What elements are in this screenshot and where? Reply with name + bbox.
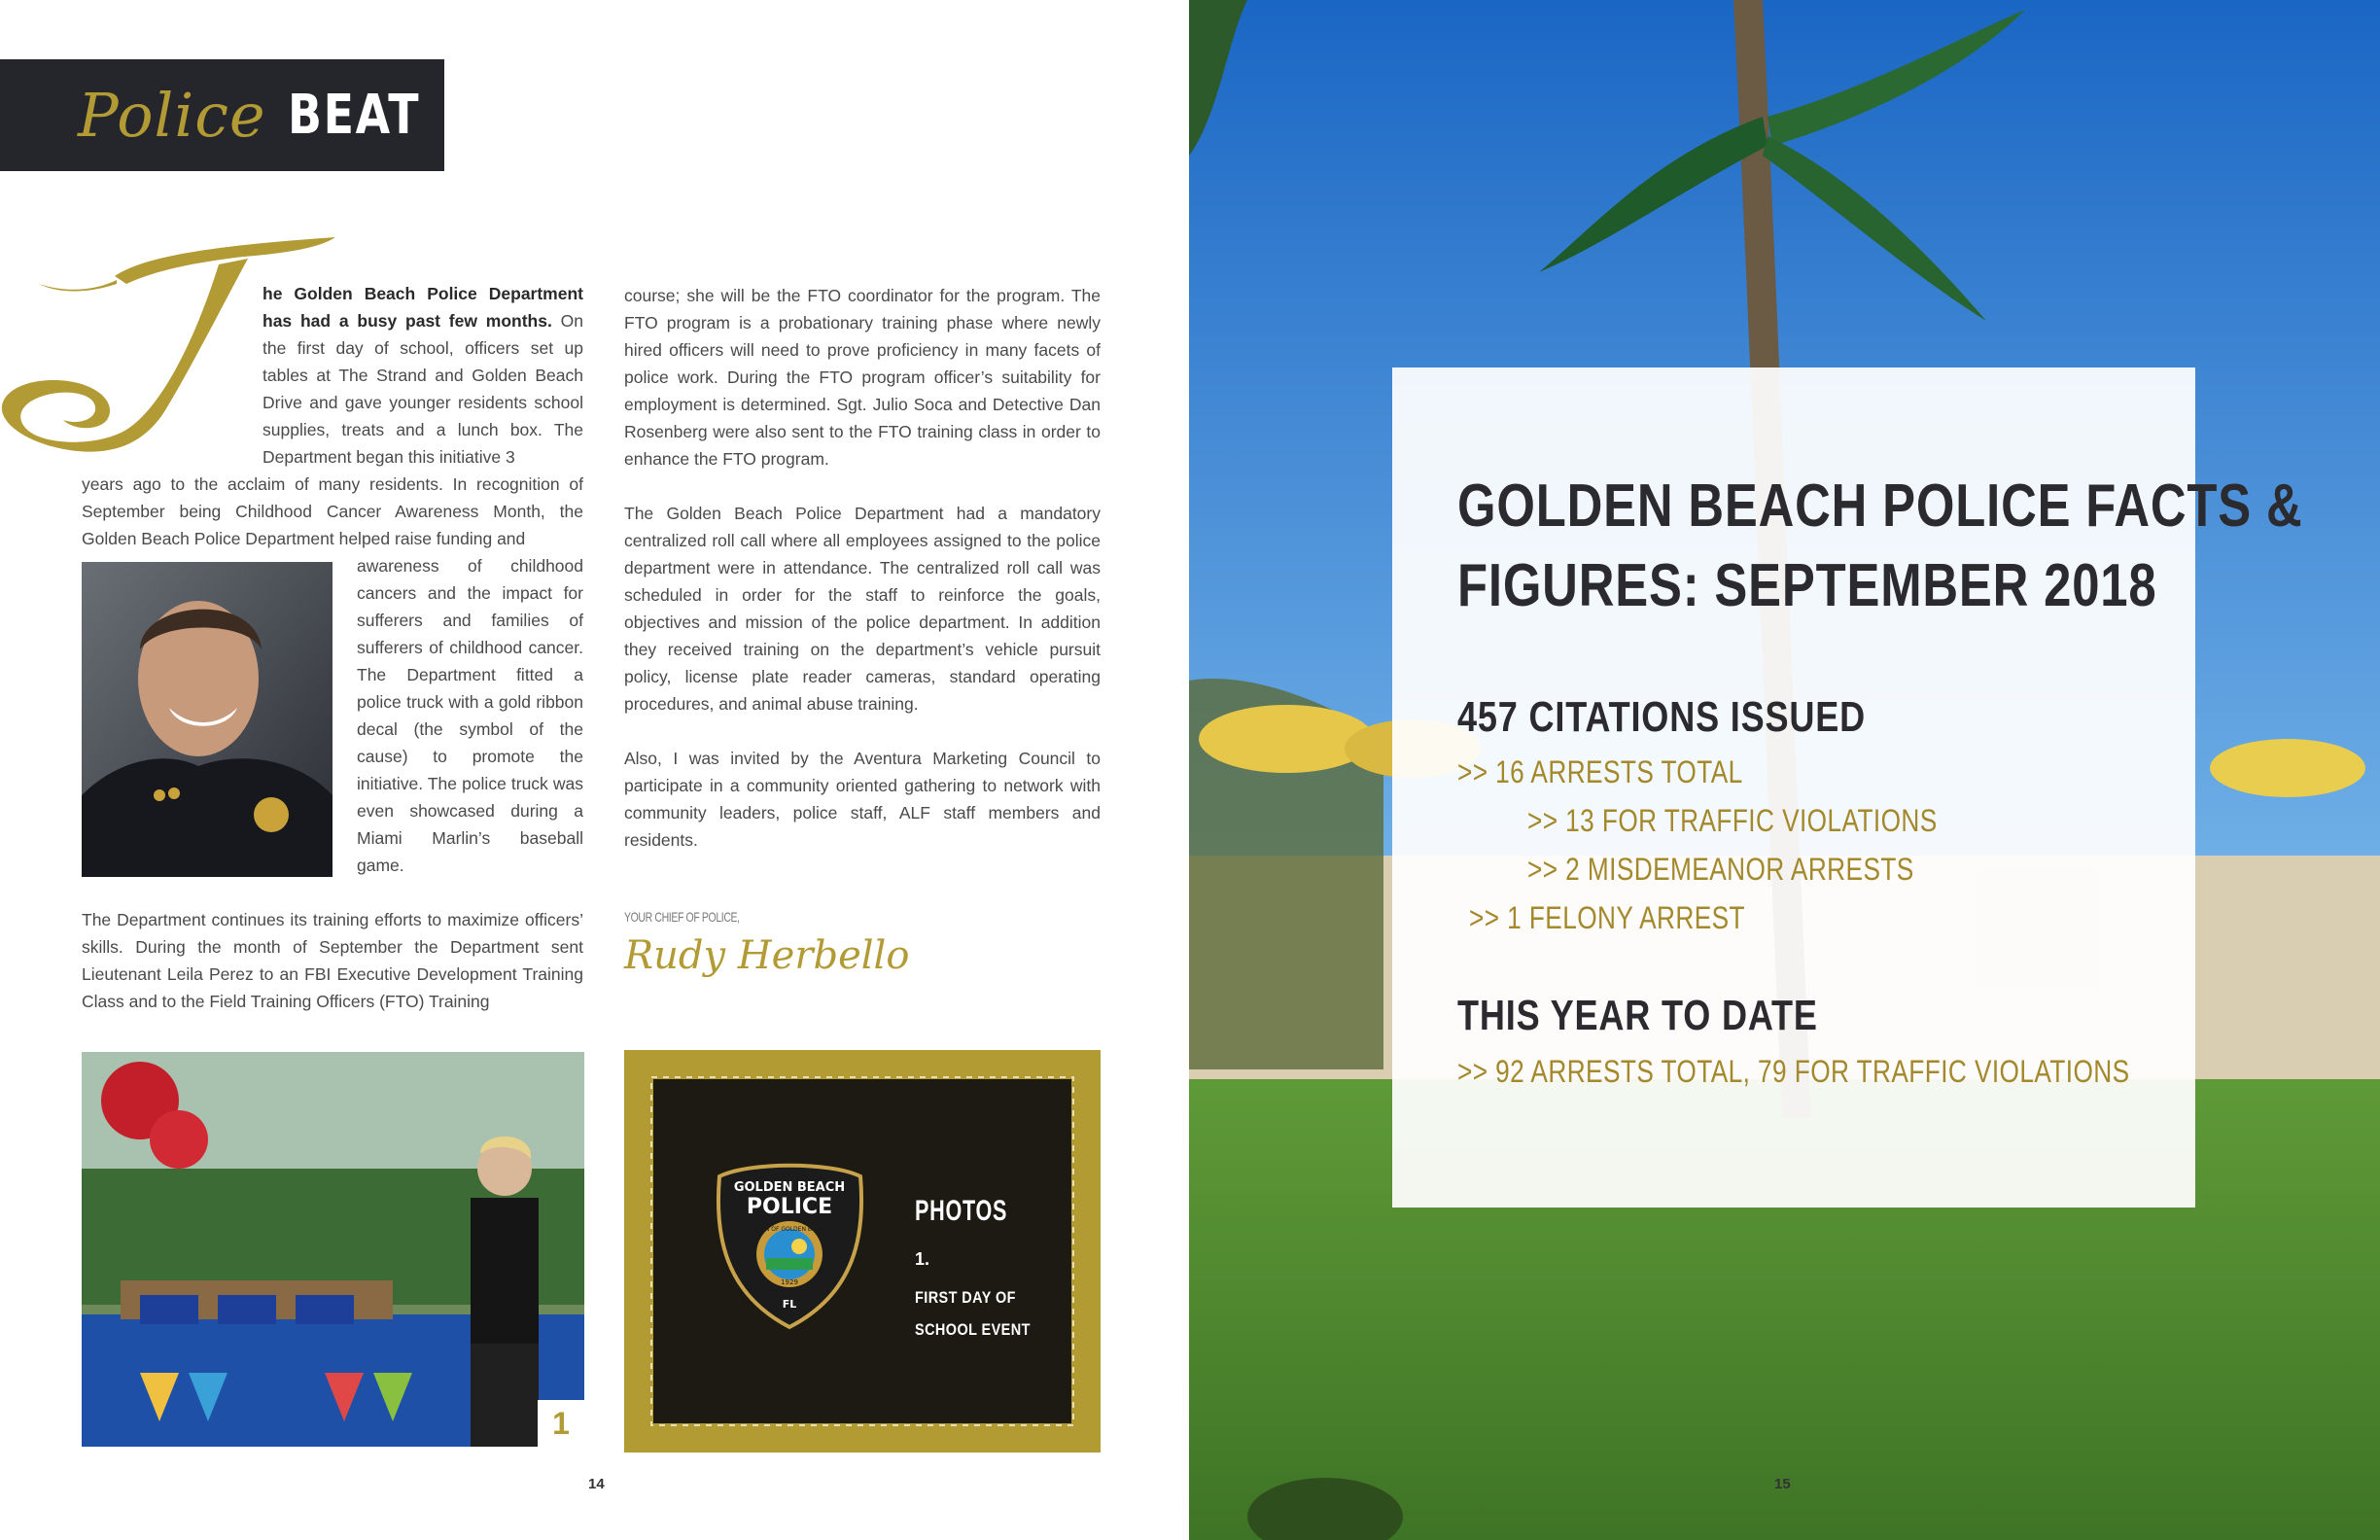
- page-number-left: 14: [588, 1476, 605, 1492]
- header-script-word: Police: [78, 80, 266, 151]
- svg-text:1929: 1929: [781, 1278, 798, 1286]
- photos-panel: [653, 1079, 1071, 1423]
- svg-text:FL: FL: [782, 1298, 797, 1311]
- facts-title-line: FIGURES: SEPTEMBER 2018: [1457, 552, 2157, 619]
- traffic-violations: >> 13 FOR TRAFFIC VIOLATIONS: [1527, 803, 1938, 838]
- intro-bold-text: he Golden Beach Police Department has had a busy past few months.: [262, 284, 583, 331]
- paragraph-text: years ago to the acclaim of many residents. In recognition of September being Childhood Cancer Awareness Month, the Golden Beach Police Department helped raise funding and: [82, 474, 583, 548]
- misdemeanor-arrests: >> 2 MISDEMEANOR ARRESTS: [1527, 852, 1914, 887]
- chief-signature: Rudy Herbello: [624, 933, 910, 978]
- paragraph-text: The Department continues its training efforts to maximize officers’ skills. During the month of September the Department sent Lieutenant Leila Perez to an FBI Executive Development Training Class and to the Field Training Officers (FTO) Training: [82, 910, 583, 1011]
- arrests-total: >> 16 ARRESTS TOTAL: [1457, 754, 1743, 789]
- chief-portrait-photo: [82, 562, 332, 877]
- photos-caption: [915, 1281, 1080, 1346]
- left-page: [0, 0, 1189, 1540]
- paragraph-text: awareness of childhood cancers and the impact for sufferers and families of sufferers of childhood cancer. The Department fitted a police truck with a gold ribbon decal (the symbol of the cause) to promote the initiative. The police truck was even showcased during a Miami Marlin’s baseball game.: [357, 556, 583, 875]
- article-paragraph-2: [82, 906, 583, 1015]
- caption-line: FIRST DAY OF: [915, 1288, 1016, 1307]
- header-bold-word: BEAT: [287, 84, 420, 147]
- felony-arrest: >> 1 FELONY ARREST: [1469, 900, 1745, 935]
- photos-number: 1.: [915, 1249, 930, 1269]
- ytd-arrests: >> 92 ARRESTS TOTAL, 79 FOR TRAFFIC VIOLATIONS: [1457, 1054, 2130, 1089]
- article-paragraph-continued: [82, 471, 583, 552]
- caption-line: SCHOOL EVENT: [915, 1320, 1031, 1339]
- right-page: [1189, 0, 2380, 1540]
- citations-heading: 457 CITATIONS ISSUED: [1457, 693, 1867, 741]
- page-number-right: 15: [1774, 1476, 1791, 1492]
- facts-title: [1457, 467, 2303, 626]
- paragraph-text: The Golden Beach Police Department had a mandatory centralized roll call where all employees assigned to the police department were in attendance. The centralized roll call was scheduled in order for the staff to reinforce the goals, objectives and mission of the police department. In addition they received training on the department’s vehicle pursuit policy, license plate reader cameras, standard operating procedures, and animal abuse training.: [624, 504, 1101, 714]
- paragraph-text: Also, I was invited by the Aventura Marketing Council to participate in a community oriented gathering to network with community leaders, police staff, ALF staff members and residents.: [624, 749, 1101, 850]
- svg-text:TOWN OF GOLDEN BEACH: TOWN OF GOLDEN BEACH: [751, 1226, 828, 1233]
- paragraph-text: course; she will be the FTO coordinator for the program. The FTO program is a probationary training phase where newly hired officers will need to prove proficiency in many facets of police work. During the FTO program officer’s suitability for employment is determined. Sgt. Julio Soca and Detective Dan Rosenberg were also sent to the FTO training class in order to enhance the FTO program.: [624, 286, 1101, 469]
- sign-off-label: YOUR CHIEF OF POLICE,: [624, 909, 740, 925]
- article-wrap-text: [357, 552, 583, 879]
- photo-number: 1: [538, 1400, 584, 1447]
- section-header-banner: [0, 59, 444, 171]
- photos-caption-box: [624, 1050, 1101, 1452]
- facts-panel: [1392, 368, 2303, 1208]
- article-intro: [262, 280, 583, 471]
- svg-text:GOLDEN BEACH: GOLDEN BEACH: [733, 1180, 846, 1195]
- intro-text: On the first day of school, officers set up tables at The Strand and Golden Beach Drive and gave younger residents school supplies, treats and a lunch box. The Department began this initiative 3: [262, 311, 583, 467]
- ytd-heading: THIS YEAR TO DATE: [1457, 992, 1818, 1039]
- photos-title: PHOTOS: [915, 1195, 1008, 1227]
- facts-title-line: GOLDEN BEACH POLICE FACTS &: [1457, 472, 2303, 540]
- article-column-2: [624, 282, 1101, 881]
- school-event-photo: [82, 1052, 584, 1447]
- police-badge-logo: [710, 1157, 870, 1332]
- svg-text:POLICE: POLICE: [746, 1195, 833, 1219]
